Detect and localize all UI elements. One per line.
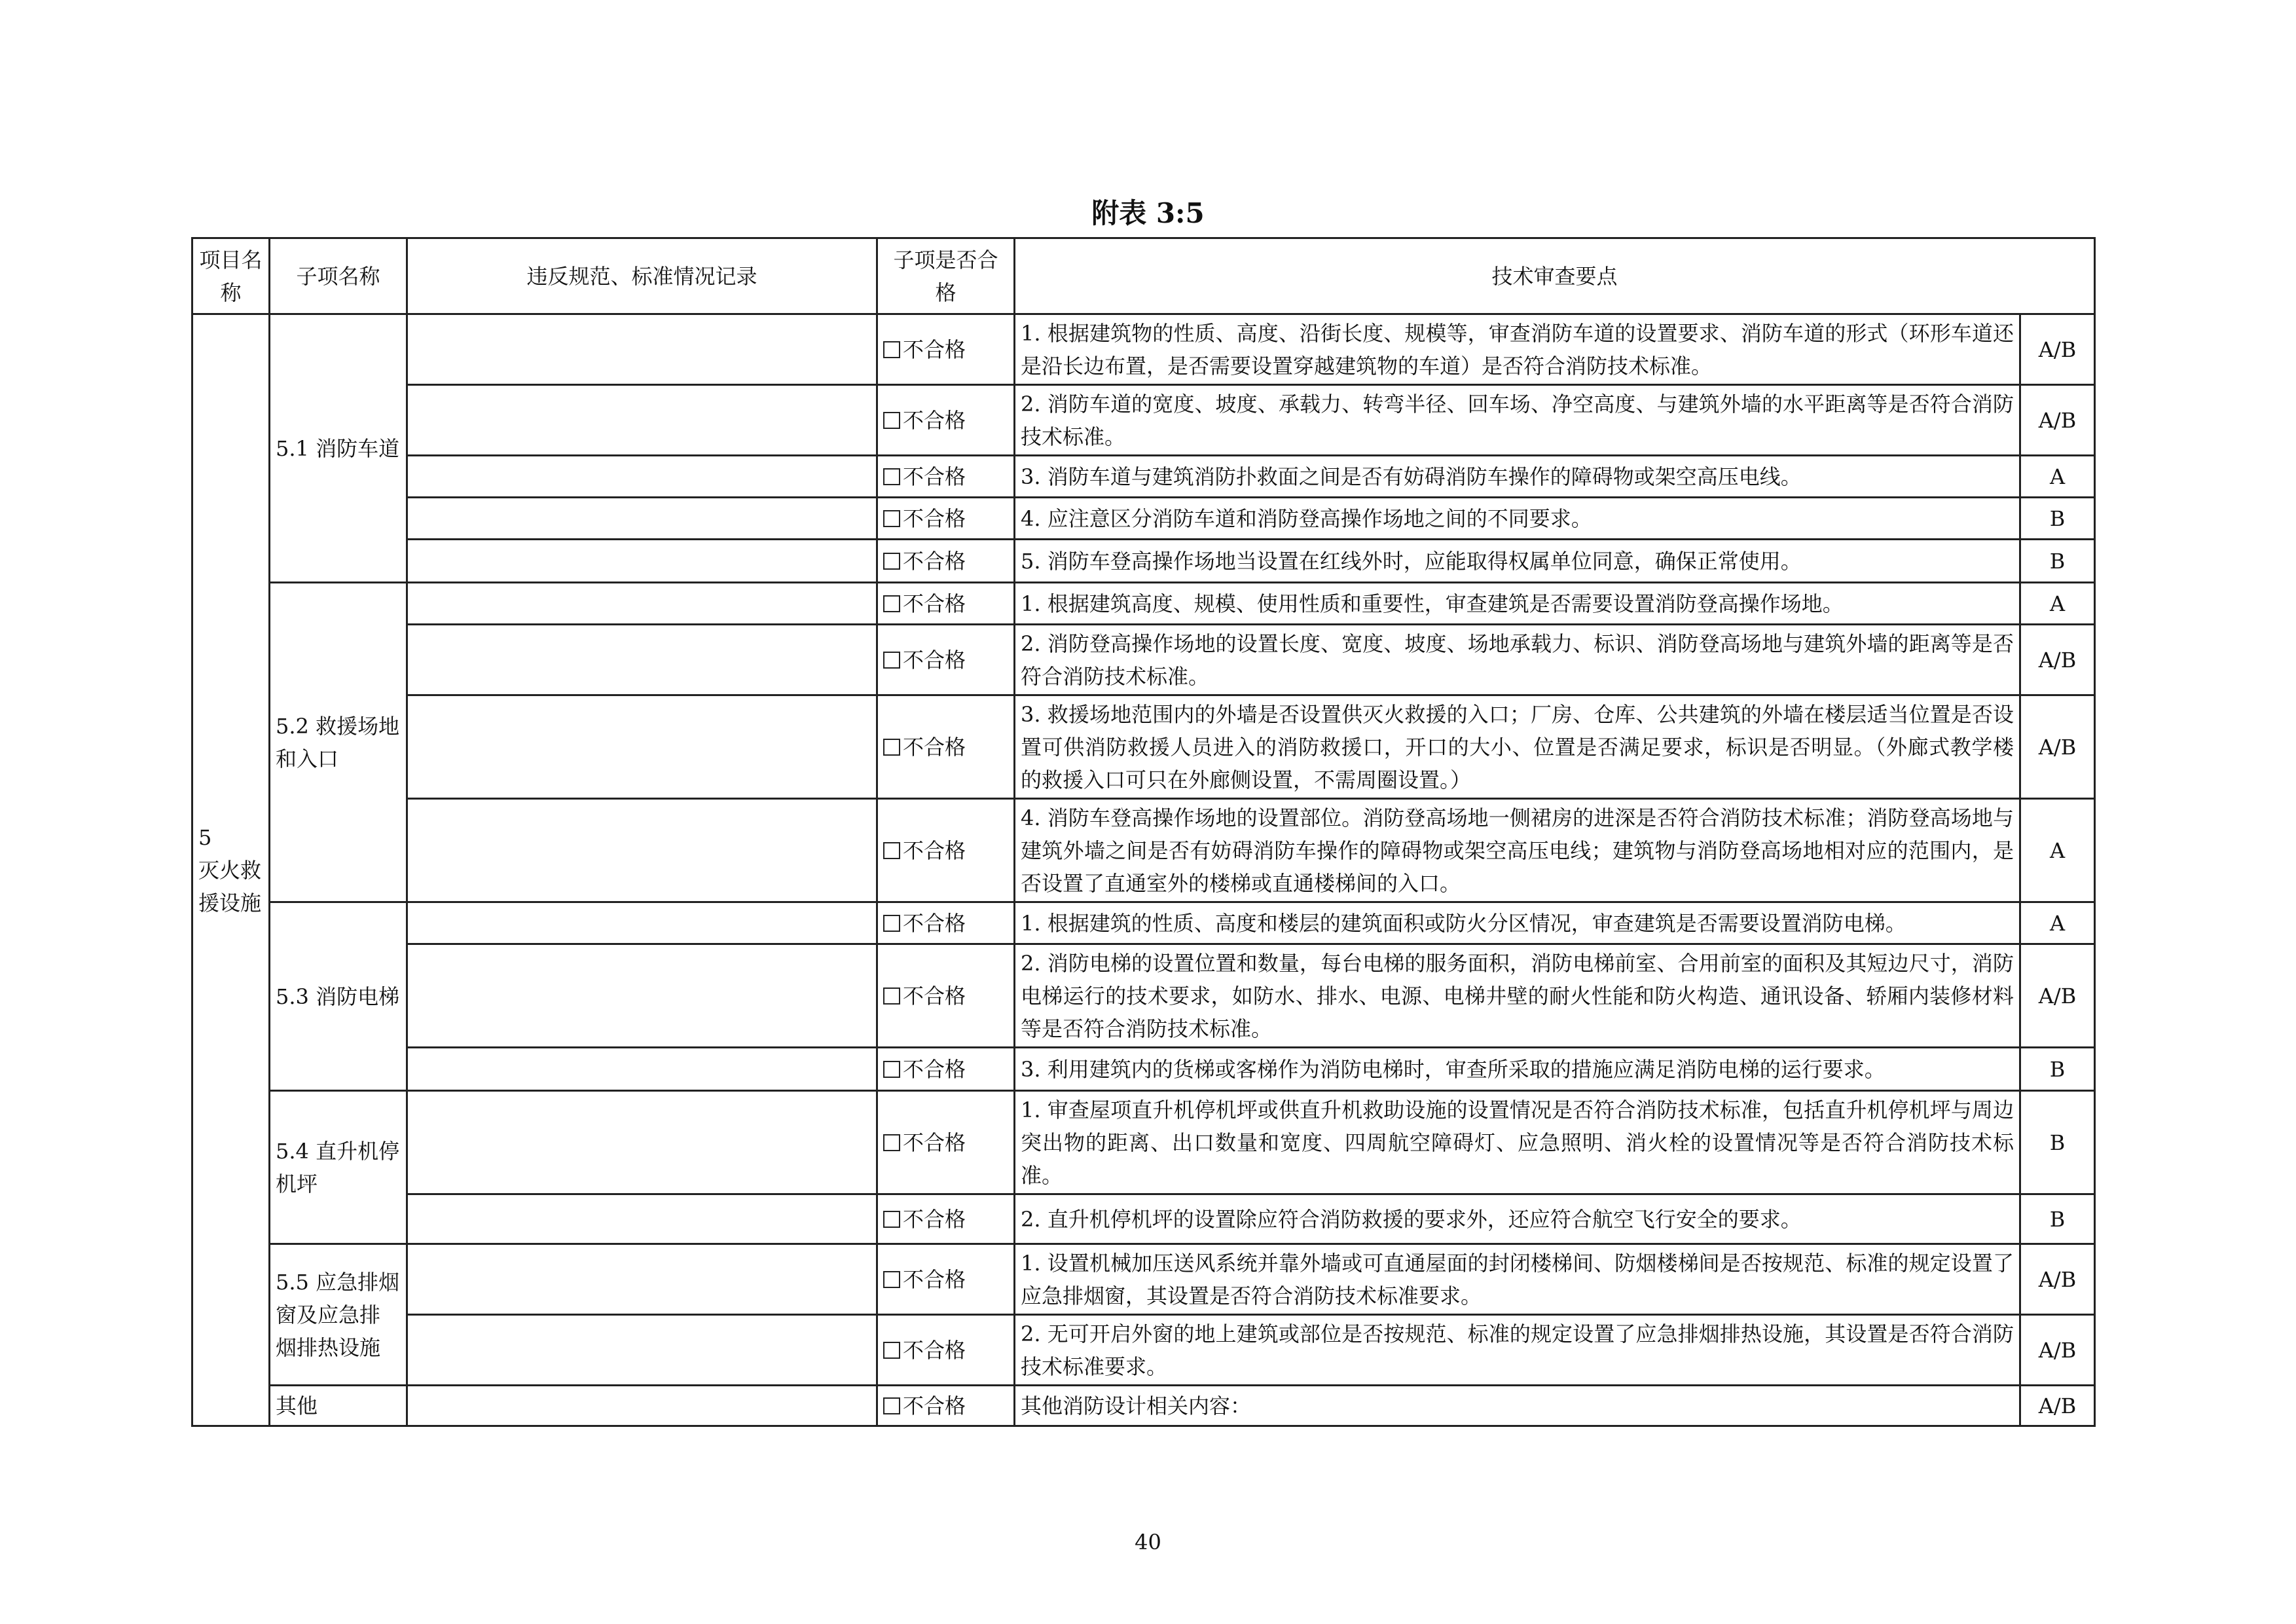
checkbox-icon[interactable] <box>883 510 900 527</box>
unqualified-checkbox-cell[interactable] <box>877 1315 1015 1386</box>
table-header-row <box>192 238 2095 314</box>
grade-level: A <box>2020 456 2095 498</box>
violation-record-cell[interactable] <box>407 385 877 456</box>
table-row <box>192 1091 2095 1194</box>
unqualified-label: 不合格 <box>903 464 966 489</box>
review-point: 2. 消防登高操作场地的设置长度、宽度、坡度、场地承载力、标识、消防登高场地与建筑外墙的距离等是否符合消防技术标准。 <box>1015 625 2020 695</box>
checkbox-icon[interactable] <box>883 595 900 612</box>
subitem-name: 5.3 消防电梯 <box>270 902 407 1091</box>
unqualified-label: 不合格 <box>903 647 966 673</box>
checkbox-icon[interactable] <box>883 1271 900 1288</box>
violation-record-cell[interactable] <box>407 1315 877 1386</box>
subitem-name: 5.2 救援场地和入口 <box>270 583 407 902</box>
review-point: 其他消防设计相关内容： <box>1015 1386 2020 1426</box>
table-title: 附表 3:5 <box>1091 197 1205 229</box>
subitem-name: 5.5 应急排烟窗及应急排烟排热设施 <box>270 1244 407 1386</box>
review-point: 1. 根据建筑物的性质、高度、沿街长度、规模等，审查消防车道的设置要求、消防车道的形式（环形车道还是沿长边布置，是否需要设置穿越建筑物的车道）是否符合消防技术标准。 <box>1015 314 2020 385</box>
table-row <box>192 1315 2095 1386</box>
unqualified-label: 不合格 <box>903 337 966 362</box>
review-point: 1. 根据建筑高度、规模、使用性质和重要性，审查建筑是否需要设置消防登高操作场地。 <box>1015 583 2020 625</box>
unqualified-checkbox-cell[interactable] <box>877 540 1015 583</box>
violation-record-cell[interactable] <box>407 583 877 625</box>
grade-level: A/B <box>2020 1244 2095 1315</box>
violation-record-cell[interactable] <box>407 625 877 695</box>
subitem-name: 其他 <box>270 1386 407 1426</box>
unqualified-checkbox-cell[interactable] <box>877 799 1015 902</box>
unqualified-checkbox-cell[interactable] <box>877 1194 1015 1244</box>
section-number: 5 <box>198 824 212 850</box>
grade-level: A <box>2020 799 2095 902</box>
checkbox-icon[interactable] <box>883 1134 900 1151</box>
violation-record-cell[interactable] <box>407 456 877 498</box>
violation-record-cell[interactable] <box>407 498 877 540</box>
unqualified-label: 不合格 <box>903 910 966 936</box>
table-row <box>192 583 2095 625</box>
grade-level: B <box>2020 498 2095 540</box>
table-row <box>192 1386 2095 1426</box>
violation-record-cell[interactable] <box>407 1386 877 1426</box>
review-point: 5. 消防车登高操作场地当设置在红线外时，应能取得权属单位同意，确保正常使用。 <box>1015 540 2020 583</box>
table-row <box>192 902 2095 944</box>
unqualified-label: 不合格 <box>903 407 966 433</box>
subitem-name: 5.1 消防车道 <box>270 314 407 583</box>
violation-record-cell[interactable] <box>407 1048 877 1091</box>
violation-record-cell[interactable] <box>407 1091 877 1194</box>
unqualified-label: 不合格 <box>903 1337 966 1363</box>
unqualified-checkbox-cell[interactable] <box>877 1091 1015 1194</box>
checkbox-icon[interactable] <box>883 915 900 932</box>
checkbox-icon[interactable] <box>883 652 900 669</box>
table-row <box>192 540 2095 583</box>
checkbox-icon[interactable] <box>883 1211 900 1228</box>
checkbox-icon[interactable] <box>883 842 900 859</box>
unqualified-label: 不合格 <box>903 506 966 531</box>
grade-level: A <box>2020 902 2095 944</box>
checkbox-icon[interactable] <box>883 553 900 570</box>
unqualified-checkbox-cell[interactable] <box>877 583 1015 625</box>
violation-record-cell[interactable] <box>407 314 877 385</box>
grade-level: B <box>2020 1091 2095 1194</box>
checkbox-icon[interactable] <box>883 1061 900 1078</box>
review-point: 3. 消防车道与建筑消防扑救面之间是否有妨碍消防车操作的障碍物或架空高压电线。 <box>1015 456 2020 498</box>
checkbox-icon[interactable] <box>883 1342 900 1359</box>
unqualified-checkbox-cell[interactable] <box>877 385 1015 456</box>
unqualified-label: 不合格 <box>903 1266 966 1292</box>
table-row <box>192 456 2095 498</box>
table-row <box>192 1194 2095 1244</box>
review-point: 2. 直升机停机坪的设置除应符合消防救援的要求外，还应符合航空飞行安全的要求。 <box>1015 1194 2020 1244</box>
review-point: 2. 消防电梯的设置位置和数量，每台电梯的服务面积，消防电梯前室、合用前室的面积及其短边尺寸，消防电梯运行的技术要求，如防水、排水、电源、电梯井壁的耐火性能和防火构造、通讯设备、轿厢内装修材料等是否符合消防技术标准。 <box>1015 944 2020 1048</box>
unqualified-label: 不合格 <box>903 983 966 1008</box>
header-qualified: 子项是否合格 <box>877 238 1015 314</box>
violation-record-cell[interactable] <box>407 902 877 944</box>
review-point: 4. 应注意区分消防车道和消防登高操作场地之间的不同要求。 <box>1015 498 2020 540</box>
unqualified-checkbox-cell[interactable] <box>877 1244 1015 1315</box>
checkbox-icon[interactable] <box>883 468 900 485</box>
grade-level: A/B <box>2020 625 2095 695</box>
violation-record-cell[interactable] <box>407 540 877 583</box>
unqualified-checkbox-cell[interactable] <box>877 1386 1015 1426</box>
header-violation: 违反规范、标准情况记录 <box>407 238 877 314</box>
review-point: 1. 设置机械加压送风系统并靠外墙或可直通屋面的封闭楼梯间、防烟楼梯间是否按规范、标准的规定设置了应急排烟窗，其设置是否符合消防技术标准要求。 <box>1015 1244 2020 1315</box>
unqualified-checkbox-cell[interactable] <box>877 1048 1015 1091</box>
section-cell <box>192 314 270 1426</box>
header-project: 项目名称 <box>192 238 270 314</box>
table-row <box>192 1048 2095 1091</box>
review-table <box>191 237 2096 1427</box>
violation-record-cell[interactable] <box>407 799 877 902</box>
review-point: 1. 根据建筑的性质、高度和楼层的建筑面积或防火分区情况，审查建筑是否需要设置消防电梯。 <box>1015 902 2020 944</box>
table-row <box>192 625 2095 695</box>
review-point: 3. 利用建筑内的货梯或客梯作为消防电梯时，审查所采取的措施应满足消防电梯的运行要求。 <box>1015 1048 2020 1091</box>
grade-level: A/B <box>2020 314 2095 385</box>
unqualified-checkbox-cell[interactable] <box>877 944 1015 1048</box>
table-row <box>192 1244 2095 1315</box>
checkbox-icon[interactable] <box>883 1397 900 1414</box>
grade-level: B <box>2020 540 2095 583</box>
unqualified-label: 不合格 <box>903 548 966 574</box>
review-point: 4. 消防车登高操作场地的设置部位。消防登高场地一侧裙房的进深是否符合消防技术标准；消防登高场地与建筑外墙之间是否有妨碍消防车操作的障碍物或架空高压电线；建筑物与消防登高场地相对应的范围内，是否设置了直通室外的楼梯或直通楼梯间的入口。 <box>1015 799 2020 902</box>
unqualified-label: 不合格 <box>903 734 966 760</box>
review-point: 3. 救援场地范围内的外墙是否设置供灭火救援的入口；厂房、仓库、公共建筑的外墙在楼层适当位置是否设置可供消防救援人员进入的消防救援口，开口的大小、位置是否满足要求，标识是否明显。（外廊式教学楼的救援入口可只在外廊侧设置，不需周圈设置。） <box>1015 695 2020 799</box>
header-tech-points: 技术审查要点 <box>1015 238 2095 314</box>
section-name: 灭火救援设施 <box>198 857 262 915</box>
grade-level: A/B <box>2020 385 2095 456</box>
table-row <box>192 695 2095 799</box>
violation-record-cell[interactable] <box>407 944 877 1048</box>
unqualified-checkbox-cell[interactable] <box>877 902 1015 944</box>
review-point: 2. 消防车道的宽度、坡度、承载力、转弯半径、回车场、净空高度、与建筑外墙的水平距离等是否符合消防技术标准。 <box>1015 385 2020 456</box>
grade-level: A <box>2020 583 2095 625</box>
unqualified-label: 不合格 <box>903 591 966 616</box>
checkbox-icon[interactable] <box>883 739 900 756</box>
checkbox-icon[interactable] <box>883 987 900 1005</box>
unqualified-label: 不合格 <box>903 1056 966 1082</box>
violation-record-cell[interactable] <box>407 1194 877 1244</box>
violation-record-cell[interactable] <box>407 1244 877 1315</box>
unqualified-label: 不合格 <box>903 838 966 863</box>
unqualified-checkbox-cell[interactable] <box>877 695 1015 799</box>
unqualified-label: 不合格 <box>903 1393 966 1418</box>
unqualified-checkbox-cell[interactable] <box>877 456 1015 498</box>
checkbox-icon[interactable] <box>883 412 900 429</box>
unqualified-label: 不合格 <box>903 1206 966 1232</box>
table-row <box>192 944 2095 1048</box>
grade-level: A/B <box>2020 695 2095 799</box>
page-number: 40 <box>1135 1530 1161 1555</box>
grade-level: A/B <box>2020 1386 2095 1426</box>
review-point: 1. 审查屋项直升机停机坪或供直升机救助设施的设置情况是否符合消防技术标准，包括直升机停机坪与周边突出物的距离、出口数量和宽度、四周航空障碍灯、应急照明、消火栓的设置情况等是否符合消防技术标准。 <box>1015 1091 2020 1194</box>
table-row <box>192 385 2095 456</box>
subitem-name: 5.4 直升机停机坪 <box>270 1091 407 1244</box>
unqualified-checkbox-cell[interactable] <box>877 625 1015 695</box>
grade-level: A/B <box>2020 1315 2095 1386</box>
table-row <box>192 314 2095 385</box>
table-row <box>192 498 2095 540</box>
unqualified-checkbox-cell[interactable] <box>877 314 1015 385</box>
grade-level: B <box>2020 1194 2095 1244</box>
header-subitem: 子项名称 <box>270 238 407 314</box>
table-row <box>192 799 2095 902</box>
grade-level: B <box>2020 1048 2095 1091</box>
unqualified-label: 不合格 <box>903 1130 966 1155</box>
unqualified-checkbox-cell[interactable] <box>877 498 1015 540</box>
checkbox-icon[interactable] <box>883 341 900 358</box>
violation-record-cell[interactable] <box>407 695 877 799</box>
table-body <box>192 314 2095 1426</box>
review-point: 2. 无可开启外窗的地上建筑或部位是否按规范、标准的规定设置了应急排烟排热设施，其设置是否符合消防技术标准要求。 <box>1015 1315 2020 1386</box>
grade-level: A/B <box>2020 944 2095 1048</box>
